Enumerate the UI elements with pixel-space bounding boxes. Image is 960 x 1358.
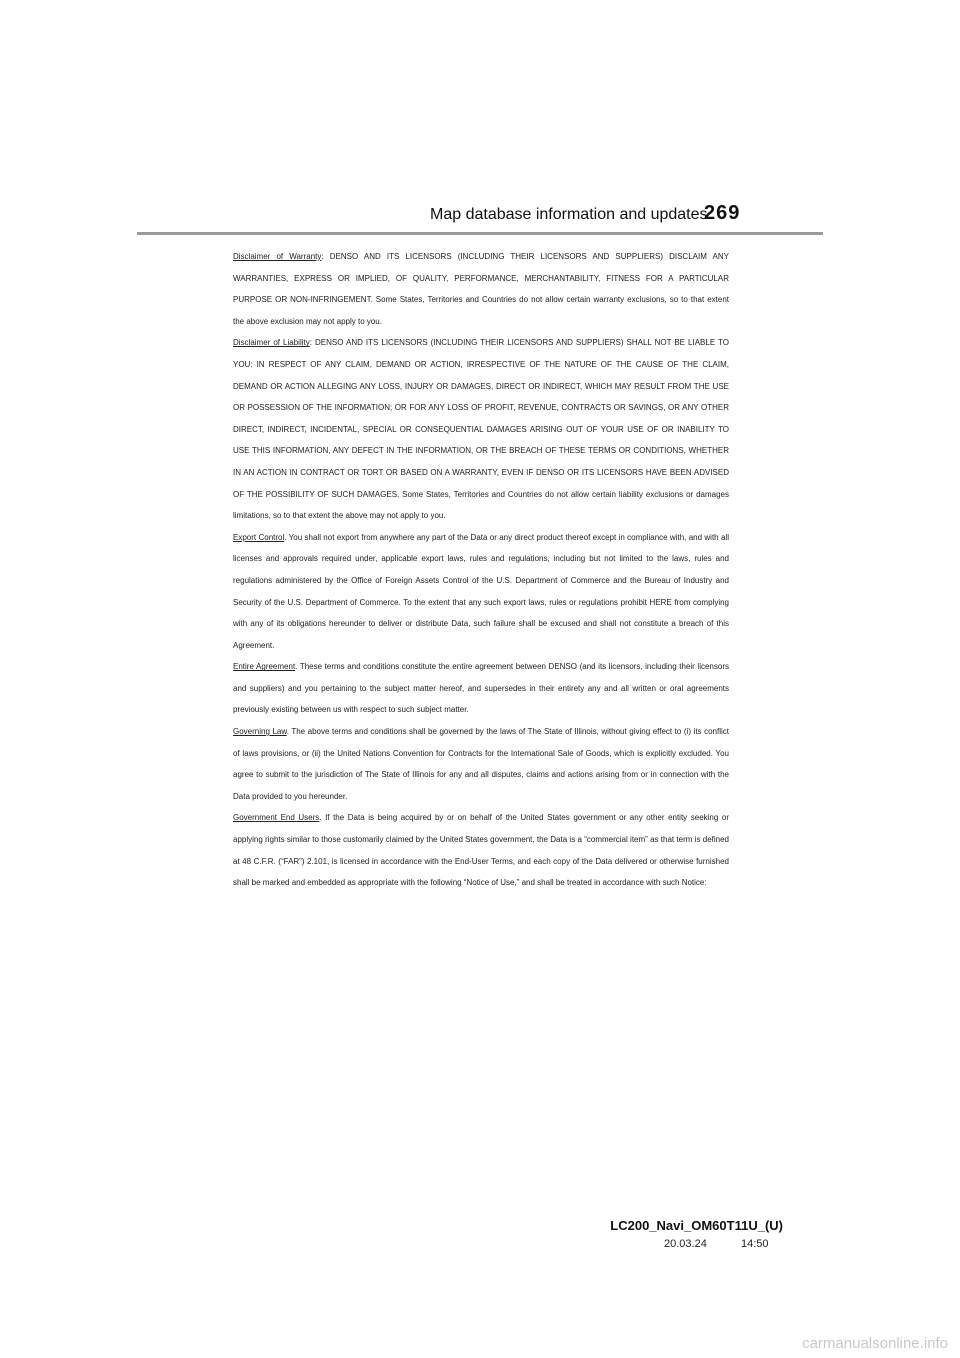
section-text: The above terms and conditions shall be governed by the laws of The State of Illinois, without giving effect to (i) its conflict of laws provisions, or (ii) the United Nations Convention for Contracts for the International Sale of Goods, which is explicitly excluded. You agree to submit to the jurisdiction of The State of Illinois for any and all disputes, claims and actions arising from or in connection with the Data provided to you hereunder. <box>233 727 729 801</box>
section-disclaimer-of-liability <box>233 332 729 526</box>
section-separator: . <box>284 532 289 542</box>
print-date: 20.03.24 <box>664 1238 707 1250</box>
section-government-end-users <box>233 807 729 893</box>
section-heading: Disclaimer of Liability <box>233 338 310 348</box>
section-text: DENSO AND ITS LICENSORS (INCLUDING THEIR LICENSORS AND SUPPLIERS) DISCLAIM ANY WARRANTIES, EXPRESS OR IMPLIED, OF QUALITY, PERFORMANCE, MERCHANTABILITY, FITNESS FOR A PARTICULAR PURPOSE OR NON-INFRINGEMENT. Some States, Territories and Countries do not allow certain warranty exclusions, so to that extent the above exclusion may not apply to you. <box>233 252 730 326</box>
page-number: 269 <box>704 202 741 224</box>
section-heading: Disclaimer of Warranty <box>233 252 322 261</box>
section-heading: Export Control <box>233 532 285 542</box>
section-separator: . <box>319 813 326 823</box>
section-separator: : <box>321 252 330 261</box>
section-heading: Entire Agreement <box>233 662 296 672</box>
header-title: Map database information and updates <box>430 206 708 223</box>
section-separator: : <box>309 338 315 348</box>
section-governing-law <box>233 721 729 807</box>
section-export-control <box>233 527 729 657</box>
section-text: These terms and conditions constitute the entire agreement between DENSO (and its licensors, including their licensors and suppliers) and you pertaining to the subject matter hereof, and supersedes in their entirety any and all written or oral agreements previously existing between us with respect to such subject matter. <box>233 662 729 715</box>
section-text: DENSO AND ITS LICENSORS (INCLUDING THEIR LICENSORS AND SUPPLIERS) SHALL NOT BE LIABLE TO YOU: IN RESPECT OF ANY CLAIM, DEMAND OR ACTION, IRRESPECTIVE OF THE NATURE OF THE CAUSE OF THE CLAIM, DEMAND OR ACTION ALLEGING ANY LOSS, INJURY OR DAMAGES, DIRECT OR INDIRECT, WHICH MAY RESULT FROM THE USE OR POSSESSION OF THE INFORMATION; OR FOR ANY LOSS OF PROFIT, REVENUE, CONTRACTS OR SAVINGS, OR ANY OTHER DIRECT, INDIRECT, INCIDENTAL, SPECIAL OR CONSEQUENTIAL DAMAGES ARISING OUT OF YOUR USE OF OR INABILITY TO USE THIS INFORMATION, ANY DEFECT IN THE INFORMATION, OR THE BREACH OF THESE TERMS OR CONDITIONS, WHETHER IN AN ACTION IN CONTRACT OR TORT OR BASED ON A WARRANTY, EVEN IF DENSO OR ITS LICENSORS HAVE BEEN ADVISED OF THE POSSIBILITY OF SUCH DAMAGES. Some States, Territories and Countries do not allow certain liability exclusions or damages limitations, so to that extent the above may not apply to you. <box>233 338 729 521</box>
body-text <box>233 246 729 894</box>
header-rule <box>137 232 823 235</box>
section-separator: . <box>286 727 292 737</box>
section-separator: . <box>295 662 300 672</box>
document-code: LC200_Navi_OM60T11U_(U) <box>610 1218 783 1233</box>
section-heading: Governing Law <box>233 727 287 737</box>
section-heading: Government End Users <box>233 813 320 823</box>
section-entire-agreement <box>233 656 729 721</box>
print-time: 14:50 <box>741 1238 769 1250</box>
section-text: If the Data is being acquired by or on behalf of the United States government or any other entity seeking or applying rights similar to those customarily claimed by the United States government, the Data is a “commercial item” as that term is defined at 48 C.F.R. (“FAR”) 2.101, is licensed in accordance with the End-User Terms, and each copy of the Data delivered or otherwise furnished shall be marked and embedded as appropriate with the following “Notice of Use,” and shall be treated in accordance with such Notice: <box>233 813 729 888</box>
section-disclaimer-of-warranty <box>233 246 729 332</box>
section-text: You shall not export from anywhere any part of the Data or any direct product thereof except in compliance with, and with all licenses and approvals required under, applicable export laws, rules and regulations, including but not limited to the laws, rules and regulations administered by the Office of Foreign Assets Control of the U.S. Department of Commerce and the Bureau of Industry and Security of the U.S. Department of Commerce. To the extent that any such export laws, rules or regulations prohibit HERE from complying with any of its obligations hereunder to deliver or distribute Data, such failure shall be excused and shall not constitute a breach of this Agreement. <box>233 532 729 650</box>
watermark: carmanualsonline.info <box>802 1335 948 1352</box>
